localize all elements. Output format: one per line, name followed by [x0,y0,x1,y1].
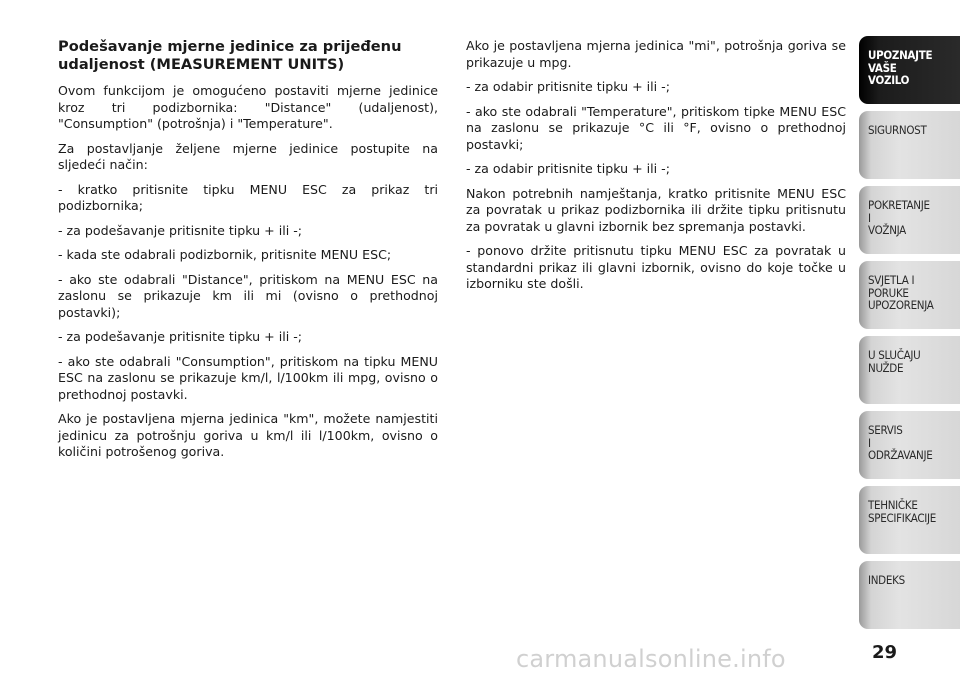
watermark: carmanualsonline.info [516,645,786,673]
paragraph: - ako ste odabrali "Distance", pritiskom na MENU ESC na zaslonu se prikazuje km ili mi (ovisno o prethodnoj postavki); [58,271,438,320]
paragraph: Ako je postavljena mjerna jedinica "km", možete namjestiti jedinicu za potrošnju goriva u km/l ili l/100km, ovisno o količini potrošenog goriva. [58,411,438,459]
paragraph: - za odabir pritisnite tipku + ili -; [466,79,670,94]
paragraph: Ovom funkcijom je omogućeno postaviti mjerne jedinice kroz tri podizbornika: "Distance" (udaljenost), "Consumption" (potrošnja) i "Temperature". [58,83,438,131]
paragraph: Nakon potrebnih namještanja, kratko pritisnite MENU ESC za povratak u prikaz podizbornika ili držite tipku pritisnutu za povratak u glavni izbornik bez spremanja postavki. [466,185,846,234]
tab-pokretanje-i-voznja[interactable]: POKRETANJE I VOŽNJA [859,186,960,254]
tab-tehnicke-specifikacije[interactable]: TEHNIČKE SPECIFIKACIJE [859,486,960,554]
paragraph: - kada ste odabrali podizbornik, pritisnite MENU ESC; [58,247,392,262]
paragraph: - ako ste odabrali "Consumption", pritiskom na tipku MENU ESC na zaslonu se prikazuje km/l, l/100km ili mpg, ovisno o prethodnoj postavki. [58,353,438,402]
paragraph: - kratko pritisnite tipku MENU ESC za prikaz tri podizbornika; [58,181,438,213]
tab-u-slucaju-nuzde[interactable]: U SLUČAJU NUŽDE [859,336,960,404]
paragraph: - za odabir pritisnite tipku + ili -; [466,161,670,176]
tab-indeks[interactable]: INDEKS [859,561,960,629]
tab-sigurnost[interactable]: SIGURNOST [859,111,960,179]
paragraph: Za postavljanje željene mjerne jedinice postupite na sljedeći način: [58,140,438,172]
paragraph: Ako je postavljena mjerna jedinica "mi", potrošnja goriva se prikazuje u mpg. [466,38,846,70]
page-number: 29 [872,642,898,663]
right-column [466,38,846,301]
paragraph: - za podešavanje pritisnite tipku + ili -; [58,222,303,238]
tab-upoznajte-vase-vozilo[interactable]: UPOZNAJTE VAŠE VOZILO [859,36,960,104]
paragraph: - ponovo držite pritisnutu tipku MENU ESC za povratak u standardni prikaz ili glavni izbornik, ovisno do koje točke u izborniku ste došli. [466,243,846,291]
tab-svjetla-i-poruke-upozorenja[interactable]: SVJETLA I PORUKE UPOZORENJA [859,261,960,329]
paragraph: - ako ste odabrali "Temperature", pritiskom tipke MENU ESC na zaslonu se prikazuje °C ili °F, ovisno o prethodnoj postavki; [466,103,846,152]
paragraph: - za podešavanje pritisnite tipku + ili -; [58,329,303,344]
left-column [58,38,438,469]
tab-servis-i-odrzavanje[interactable]: SERVIS I ODRŽAVANJE [859,411,960,479]
section-heading: Podešavanje mjerne jedinice za prijeđenu udaljenost (MEASUREMENT UNITS) [58,38,402,73]
chapter-tabs [859,36,960,636]
